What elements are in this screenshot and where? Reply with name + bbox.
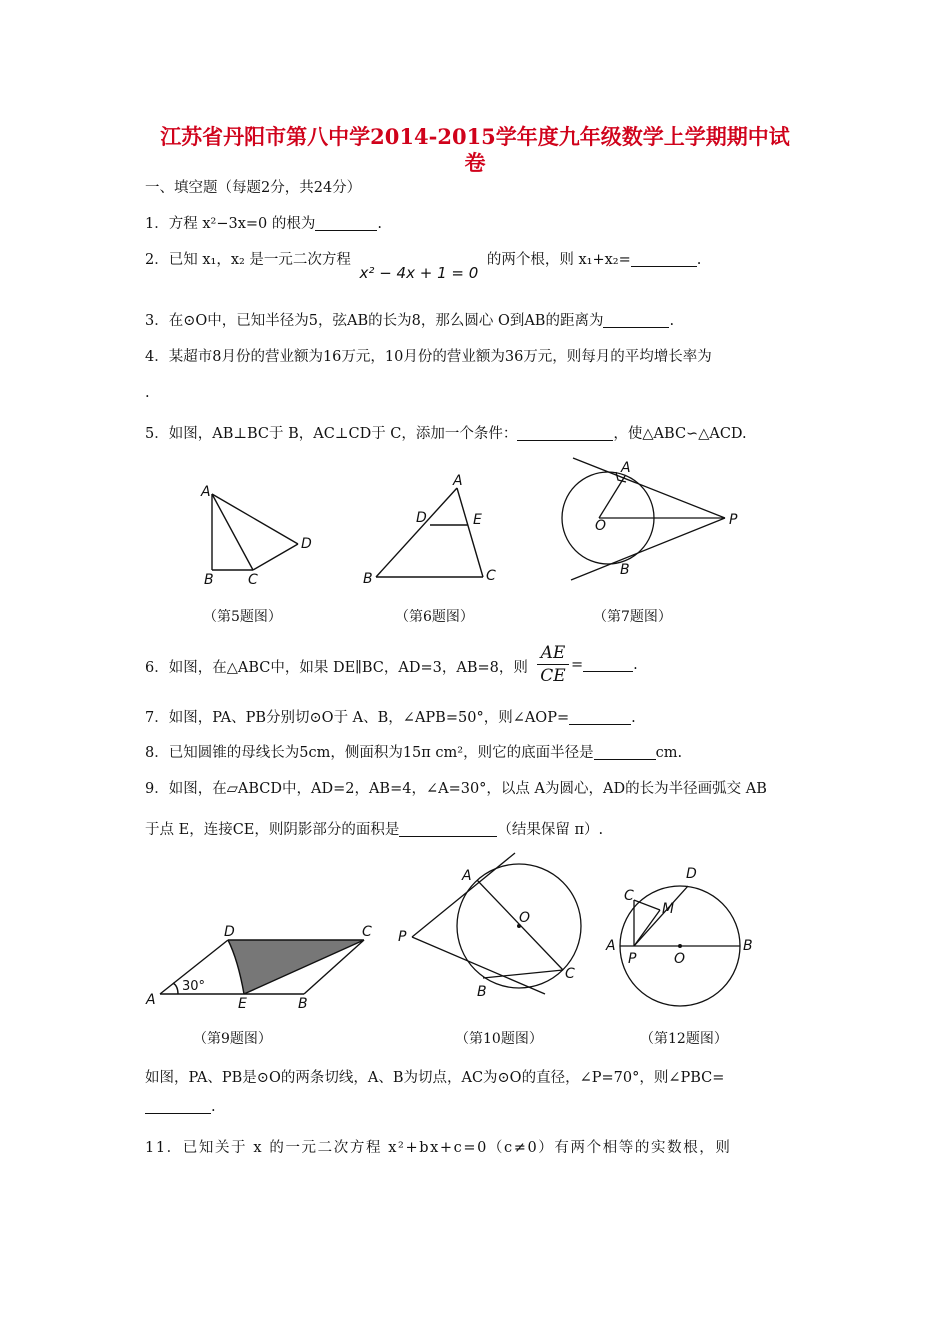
answer-blank-1[interactable] <box>315 215 377 231</box>
fig10-label-b: B <box>477 984 487 998</box>
question-4-text: 4．某超市8月份的营业额为16万元，10月份的营业额为36万元，则每月的平均增长率为 <box>145 349 712 365</box>
caption-figure-10: （第10题图） <box>455 1031 543 1047</box>
question-7-text: 7．如图，PA、PB分别切⊙O于 A、B，∠APB=50°，则∠AOP= <box>145 710 570 726</box>
answer-blank-6[interactable] <box>583 656 633 672</box>
fig7-label-p: P <box>729 512 738 528</box>
fig12-label-m: M <box>662 901 675 917</box>
fig12-label-b: B <box>743 938 753 954</box>
answer-blank-8[interactable] <box>594 744 656 760</box>
fig12-segment-pd <box>634 886 688 946</box>
question-1: 1．方程 x²−3x=0 的根为 . <box>145 216 382 232</box>
figure-10 <box>395 848 590 998</box>
fig5-edge-cd <box>253 544 298 570</box>
answer-blank-5[interactable] <box>517 425 613 441</box>
question-2-equation: x² − 4x + 1 = 0 <box>359 264 479 282</box>
fig5-label-c: C <box>248 572 258 588</box>
question-11: 11．已知关于 x 的一元二次方程 x²+bx+c=0（c≠0）有两个相等的实数根，则 <box>145 1140 732 1156</box>
fraction-numerator: AE <box>537 643 569 665</box>
question-2: 2．已知 x₁，x₂ 是一元二次方程 x² − 4x + 1 = 0 的两个根，则 x₁+x₂= . <box>145 252 702 282</box>
fig9-label-d: D <box>224 924 235 940</box>
question-2-text-a: 2．已知 x₁，x₂ 是一元二次方程 <box>145 252 351 268</box>
fig9-shaded-region <box>228 940 364 994</box>
caption-figure-7: （第7题图） <box>593 609 672 625</box>
caption-figure-6: （第6题图） <box>395 609 474 625</box>
question-1-text: 1．方程 x²−3x=0 的根为 <box>145 216 316 232</box>
question-4-end: . <box>145 385 150 401</box>
title-line-1: 江苏省丹阳市第八中学2014-2015学年度九年级数学上学期期中试 <box>160 124 790 149</box>
question-10-answer: . <box>145 1098 216 1115</box>
fig12-label-p: P <box>628 951 637 967</box>
answer-blank-2[interactable] <box>631 251 697 267</box>
answer-blank-10[interactable] <box>145 1098 211 1114</box>
answer-blank-7[interactable] <box>569 709 631 725</box>
fig12-label-o: O <box>674 951 686 967</box>
question-6-answer: = . <box>571 657 638 673</box>
caption-figure-9: （第9题图） <box>193 1031 272 1047</box>
fig5-label-d: D <box>301 536 312 552</box>
fig7-label-b: B <box>620 562 630 578</box>
fig7-label-o: O <box>595 518 607 534</box>
fig10-chord-bc <box>483 970 563 978</box>
caption-figure-5: （第5题图） <box>203 609 282 625</box>
fig7-radius-oa <box>599 476 625 518</box>
fig12-label-a: A <box>606 938 616 954</box>
caption-figure-12: （第12题图） <box>640 1031 728 1047</box>
fig6-edge-ac <box>457 488 483 577</box>
page-title <box>120 124 830 176</box>
figure-9 <box>140 920 385 1020</box>
fig9-label-a: A <box>146 992 156 1008</box>
question-8: 8．已知圆锥的母线长为5cm，侧面积为15π cm²，则它的底面半径是 cm. <box>145 745 683 761</box>
fig9-label-c: C <box>362 924 372 940</box>
question-3-text: 3．在⊙O中，已知半径为5，弦AB的长为8，那么圆心 O到AB的距离为 <box>145 313 604 329</box>
question-7: 7．如图，PA、PB分别切⊙O于 A、B，∠APB=50°，则∠AOP= . <box>145 710 636 726</box>
fig10-tangent-pa <box>412 853 515 937</box>
figure-5 <box>195 478 325 588</box>
fig6-label-c: C <box>486 568 496 584</box>
fig12-label-d: D <box>686 866 697 882</box>
fig9-label-b: B <box>298 996 308 1012</box>
question-9-text-b: 于点 E，连接CE，则阴影部分的面积是 <box>145 822 400 838</box>
question-8-text: 8．已知圆锥的母线长为5cm，侧面积为15π cm²，则它的底面半径是 <box>145 745 594 761</box>
fig12-label-c: C <box>624 888 634 904</box>
answer-blank-3[interactable] <box>603 312 669 328</box>
question-9-line-1: 9．如图，在▱ABCD中，AD=2，AB=4，∠A=30°，以点 A为圆心，AD的长为半径画弧交 AB <box>145 781 767 797</box>
figure-12 <box>600 860 760 1010</box>
figure-6 <box>358 470 508 590</box>
question-10: 如图，PA、PB是⊙O的两条切线，A、B为切点，AC为⊙O的直径，∠P=70°，则∠PBC= <box>145 1070 725 1086</box>
question-9-line-2 <box>145 818 603 839</box>
question-6 <box>145 656 528 677</box>
question-5-text-a: 5．如图，AB⊥BC于 B，AC⊥CD于 C，添加一个条件： <box>145 426 518 442</box>
fig5-label-a: A <box>201 484 211 500</box>
fig6-label-d: D <box>416 510 427 526</box>
question-6-fraction <box>537 643 569 688</box>
fig10-label-a: A <box>462 868 472 884</box>
question-5 <box>145 422 747 443</box>
question-6-text-a: 6．如图，在△ABC中，如果 DE∥BC，AD=3，AB=8，则 <box>145 660 528 676</box>
fig6-edge-ab <box>376 488 457 577</box>
question-9-text-c: （结果保留 π）. <box>497 822 604 838</box>
fig12-segment-cm <box>634 900 660 910</box>
section-heading: 一、填空题（每题2分，共24分） <box>145 180 362 196</box>
fig9-angle-label: 30° <box>182 979 206 994</box>
fig7-label-a: A <box>621 460 631 476</box>
fig10-label-p: P <box>398 929 407 945</box>
question-2-text-b: 的两个根，则 x₁+x₂= <box>486 252 631 268</box>
fig5-label-b: B <box>204 572 214 588</box>
fig6-label-b: B <box>363 571 373 587</box>
fig6-label-e: E <box>473 512 482 528</box>
question-3: 3．在⊙O中，已知半径为5，弦AB的长为8，那么圆心 O到AB的距离为 . <box>145 313 675 329</box>
fig9-angle-arc <box>173 983 178 994</box>
fig9-label-e: E <box>238 996 247 1012</box>
fig10-label-c: C <box>565 966 575 982</box>
fig12-segment-pm <box>634 910 660 946</box>
fig12-center-dot <box>678 944 682 948</box>
fig7-tangent-pa <box>573 458 725 518</box>
answer-blank-9[interactable] <box>399 821 497 837</box>
question-4 <box>145 345 712 366</box>
question-5-text-b: ，使△ABC∽△ACD. <box>613 426 747 442</box>
figure-7 <box>555 452 755 587</box>
title-line-2: 卷 <box>464 150 486 175</box>
fig10-label-o: O <box>519 910 531 926</box>
fraction-denominator: CE <box>540 666 566 686</box>
fig6-label-a: A <box>453 473 463 489</box>
